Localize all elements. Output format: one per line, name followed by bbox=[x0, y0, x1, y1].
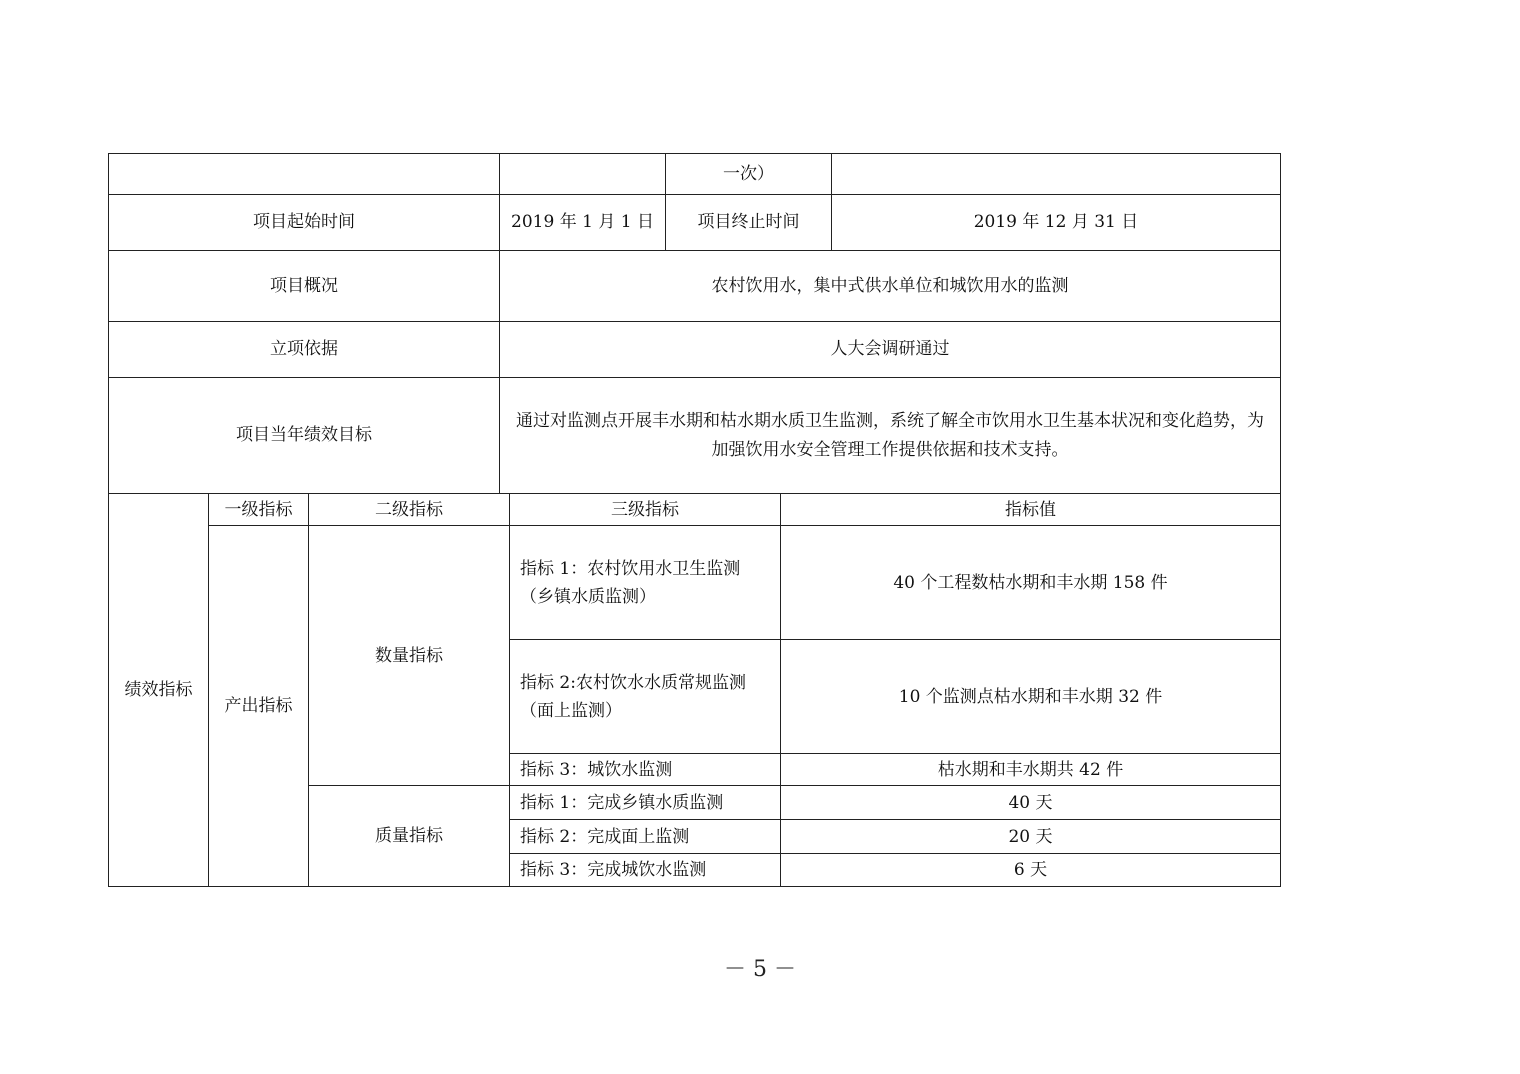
quantity-value-2: 10 个监测点枯水期和丰水期 32 件 bbox=[781, 640, 1281, 754]
quantity-indicator-1: 指标 1：农村饮用水卫生监测（乡镇水质监测） bbox=[510, 526, 781, 640]
start-time-label: 项目起始时间 bbox=[109, 195, 500, 251]
page-number: － 5 － bbox=[724, 957, 796, 982]
end-time-label: 项目终止时间 bbox=[666, 195, 832, 251]
level1-output-label: 产出指标 bbox=[209, 526, 309, 887]
indicator-header-row bbox=[109, 494, 1281, 526]
quantity-value-3: 枯水期和丰水期共 42 件 bbox=[781, 754, 1281, 786]
continuation-start-value-cell bbox=[500, 154, 666, 195]
quality-indicator-label: 质量指标 bbox=[309, 786, 510, 887]
quality-value-2: 20 天 bbox=[781, 820, 1281, 854]
quantity-indicator-3: 指标 3：城饮水监测 bbox=[510, 754, 781, 786]
overview-row bbox=[109, 251, 1281, 322]
continuation-row bbox=[109, 154, 1281, 195]
continuation-label-cell bbox=[109, 154, 500, 195]
header-level1: 一级指标 bbox=[209, 494, 309, 526]
performance-section-label: 绩效指标 bbox=[109, 494, 209, 887]
header-level2: 二级指标 bbox=[309, 494, 510, 526]
quantity-indicator-label: 数量指标 bbox=[309, 526, 510, 786]
time-row bbox=[109, 195, 1281, 251]
header-value: 指标值 bbox=[781, 494, 1281, 526]
basis-row bbox=[109, 322, 1281, 378]
quantity-indicator-2: 指标 2:农村饮水水质常规监测（面上监测） bbox=[510, 640, 781, 754]
quantity-value-1: 40 个工程数枯水期和丰水期 158 件 bbox=[781, 526, 1281, 640]
overview-label: 项目概况 bbox=[109, 251, 500, 322]
quality-indicator-3: 指标 3：完成城饮水监测 bbox=[510, 854, 781, 887]
annual-goal-value: 通过对监测点开展丰水期和枯水期水质卫生监测，系统了解全市饮用水卫生基本状况和变化趋势，为加强饮用水安全管理工作提供依据和技术支持。 bbox=[500, 378, 1281, 494]
quality-value-3: 6 天 bbox=[781, 854, 1281, 887]
annual-goal-label: 项目当年绩效目标 bbox=[109, 378, 500, 494]
annual-goal-row bbox=[109, 378, 1281, 494]
continuation-end-label-cell: 一次） bbox=[666, 154, 832, 195]
project-info-table bbox=[108, 153, 1281, 494]
quality-value-1: 40 天 bbox=[781, 786, 1281, 820]
start-time-value: 2019 年 1 月 1 日 bbox=[500, 195, 666, 251]
end-time-value: 2019 年 12 月 31 日 bbox=[832, 195, 1281, 251]
quality-indicator-2: 指标 2：完成面上监测 bbox=[510, 820, 781, 854]
table-row bbox=[109, 526, 1281, 640]
continuation-end-value-cell bbox=[832, 154, 1281, 195]
basis-value: 人大会调研通过 bbox=[500, 322, 1281, 378]
performance-indicator-table bbox=[108, 493, 1281, 887]
overview-value: 农村饮用水，集中式供水单位和城饮用水的监测 bbox=[500, 251, 1281, 322]
quality-indicator-1: 指标 1：完成乡镇水质监测 bbox=[510, 786, 781, 820]
header-level3: 三级指标 bbox=[510, 494, 781, 526]
basis-label: 立项依据 bbox=[109, 322, 500, 378]
